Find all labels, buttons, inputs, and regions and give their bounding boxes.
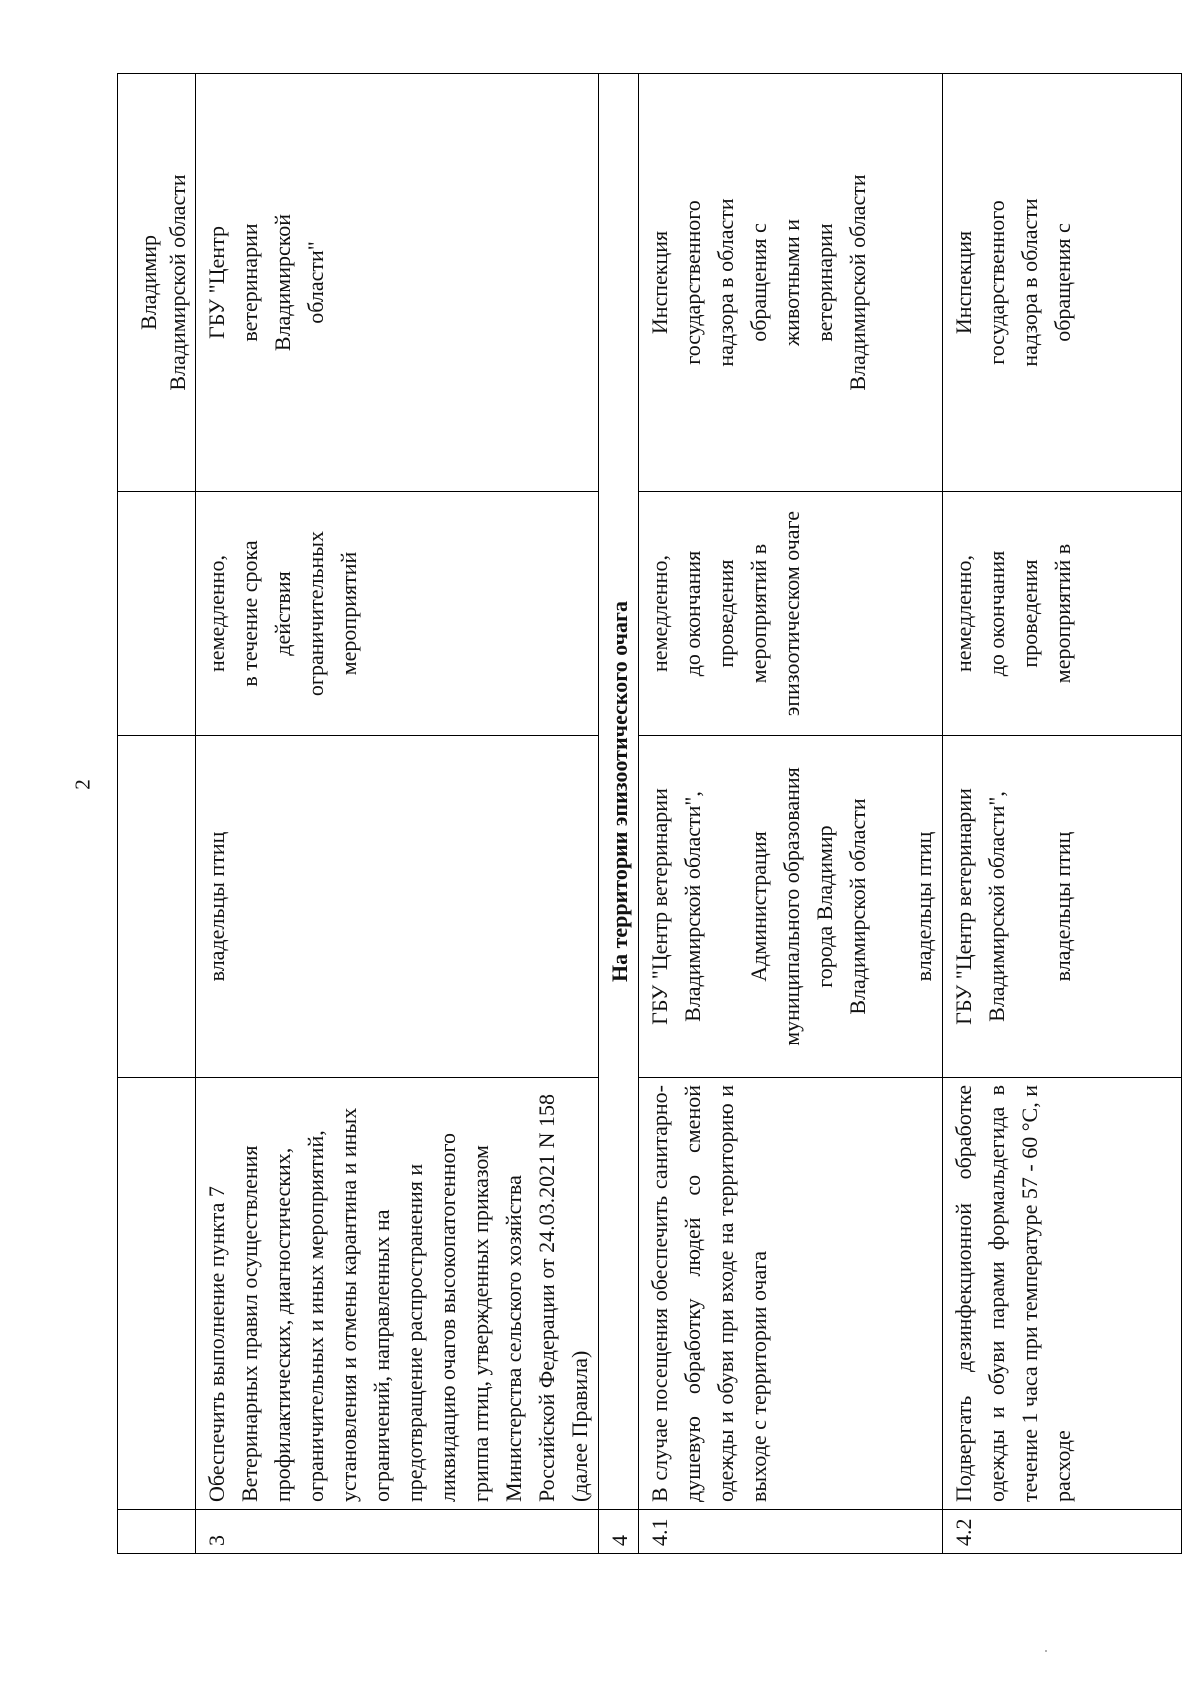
row-responsible: Инспекция государственного надзора в области обращения с животными и ветеринарии Владимирской области bbox=[639, 74, 943, 492]
cell-empty bbox=[118, 1510, 196, 1554]
row-responsible: ГБУ "Центр ветеринарии Владимирской области" bbox=[196, 74, 599, 492]
section-row bbox=[599, 74, 639, 1554]
row-measure: Подвергать дезинфекционной обработке одежды и обуви парами формальдегида в течение 1 часа при температуре 57 - 60 °С, и расходе bbox=[943, 1078, 1182, 1510]
cell-empty bbox=[118, 1078, 196, 1510]
row-number: 4.2 bbox=[943, 1510, 1182, 1554]
table-row bbox=[196, 74, 599, 1554]
cell-empty bbox=[118, 492, 196, 736]
row-term: немедленно, до окончания проведения мероприятий в эпизоотическом очаге bbox=[639, 492, 943, 736]
row-executors: ГБУ "Центр ветеринарии Владимирской области", владельцы птиц bbox=[943, 736, 1182, 1078]
measures-table bbox=[117, 73, 1182, 1554]
row-number: 4.1 bbox=[639, 1510, 943, 1554]
row-number: 3 bbox=[196, 1510, 599, 1554]
section-number: 4 bbox=[599, 1510, 639, 1554]
page-number: 2 bbox=[70, 779, 95, 790]
row-term: немедленно, до окончания проведения мероприятий в bbox=[943, 492, 1182, 736]
row-term: немедленно, в течение срока действия ограничительных мероприятий bbox=[196, 492, 599, 736]
row-responsible: Инспекция государственного надзора в области обращения с bbox=[943, 74, 1182, 492]
cell-empty bbox=[118, 736, 196, 1078]
row-executors: владельцы птиц bbox=[196, 736, 599, 1078]
section-title: На территории эпизоотического очага bbox=[599, 74, 639, 1510]
header-responsible-continuation: Владимир Владимирской области bbox=[118, 74, 196, 492]
scan-artifact bbox=[1045, 1650, 1047, 1652]
row-measure: В случае посещения обеспечить санитарно-душевую обработку людей со сменой одежды и обуви при входе на территорию и выходе с территории очага bbox=[639, 1078, 943, 1510]
row-executors: ГБУ "Центр ветеринарии Владимирской области", Администрация муниципального образования города Владимир Владимирской области владельцы птиц bbox=[639, 736, 943, 1078]
rotated-table-container bbox=[117, 74, 1131, 1554]
table-row bbox=[639, 74, 943, 1554]
table-row-header-continuation bbox=[118, 74, 196, 1554]
row-measure: Обеспечить выполнение пункта 7 Ветеринарных правил осуществления профилактических, диагностических, ограничительных и иных мероприятий, установления и отмены карантина и иных ограничений, направленных на предотвращение распространения и ликвидацию очагов высокопатогенного гриппа птиц, утвержденных приказом Министерства сельского хозяйства Российской Федерации от 24.03.2021 N 158 (далее Правила) bbox=[196, 1078, 599, 1510]
table-row bbox=[943, 74, 1182, 1554]
